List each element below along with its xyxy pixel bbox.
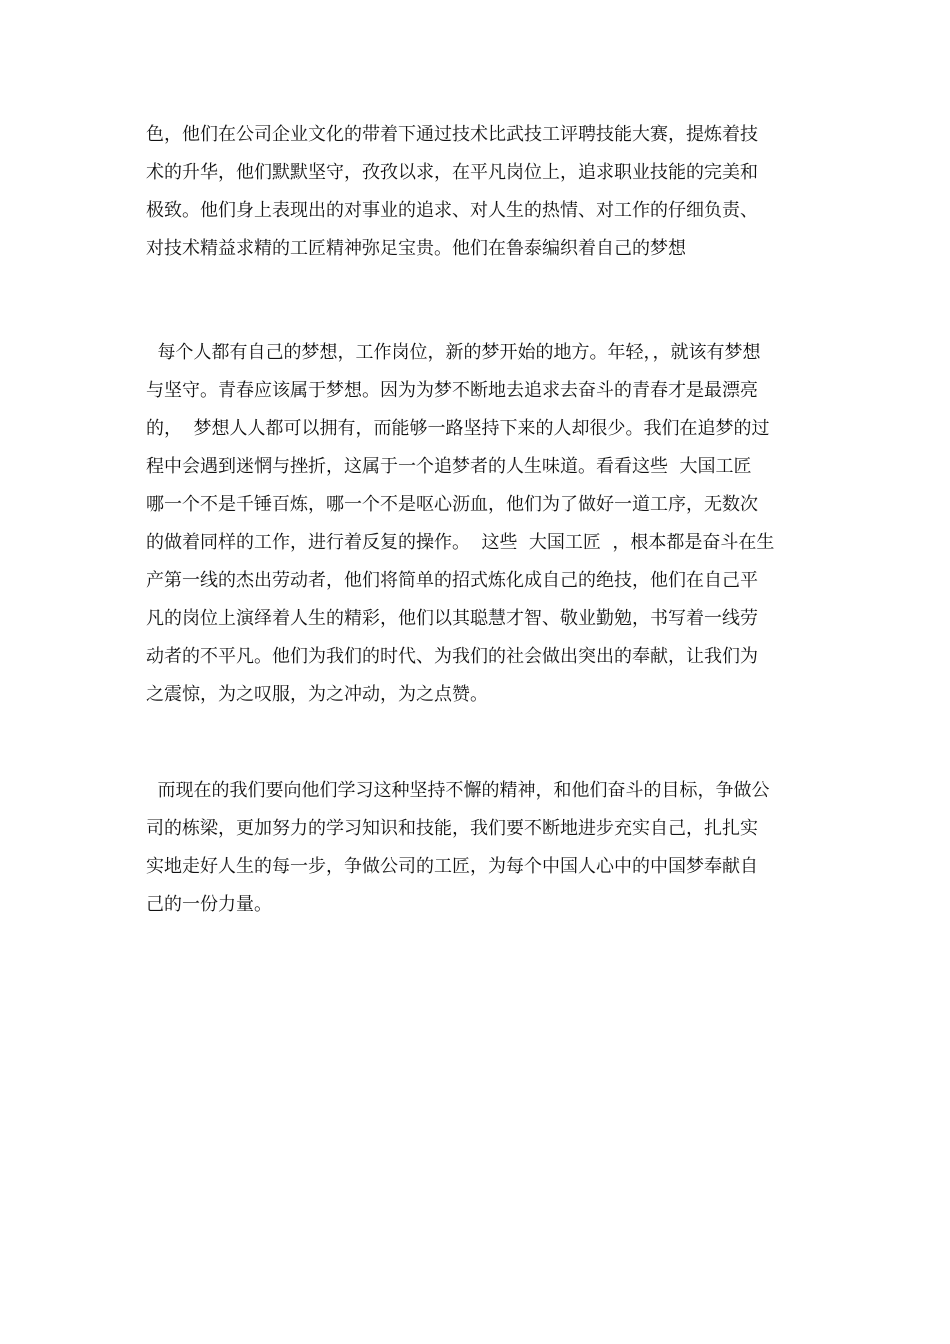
paragraph-2-line-6: 的做着同样的工作，进行着反复的操作。 这些 大国工匠 ，根本都是奋斗在生 [146,532,775,553]
paragraph-1-line-3: 极致。他们身上表现出的对事业的追求、对人生的热情、对工作的仔细负责、 [146,200,758,221]
paragraph-2-line-7: 产第一线的杰出劳动者，他们将简单的招式炼化成自己的绝技，他们在自己平 [146,570,758,591]
paragraph-3-line-3: 实地走好人生的每一步，争做公司的工匠，为每个中国人心中的中国梦奉献自 [146,856,758,877]
paragraph-2-line-1: 每个人都有自己的梦想，工作岗位，新的梦开始的地方。年轻，，就该有梦想 [146,342,761,363]
paragraph-1-line-4: 对技术精益求精的工匠精神弥足宝贵。他们在鲁泰编织着自己的梦想 [146,238,686,259]
paragraph-2-line-9: 动者的不平凡。他们为我们的时代、为我们的社会做出突出的奉献，让我们为 [146,646,758,667]
paragraph-2-line-5: 哪一个不是千锤百炼，哪一个不是呕心沥血，他们为了做好一道工序，无数次 [146,494,758,515]
paragraph-1-line-1: 色，他们在公司企业文化的带着下通过技术比武技工评聘技能大赛，提炼着技 [146,124,758,145]
paragraph-3-line-1: 而现在的我们要向他们学习这种坚持不懈的精神，和他们奋斗的目标，争做公 [146,780,770,801]
paragraph-2-line-4: 程中会遇到迷惘与挫折，这属于一个追梦者的人生味道。看看这些 大国工匠 [146,456,752,477]
paragraph-2-line-3: 的， 梦想人人都可以拥有，而能够一路坚持下来的人却很少。我们在追梦的过 [146,418,770,439]
paragraph-2-line-10: 之震惊，为之叹服，为之冲动，为之点赞。 [146,684,488,705]
paragraph-2-line-2: 与坚守。青春应该属于梦想。因为为梦不断地去追求去奋斗的青春才是最漂亮 [146,380,758,401]
paragraph-2-line-8: 凡的岗位上演绎着人生的精彩，他们以其聪慧才智、敬业勤勉，书写着一线劳 [146,608,758,629]
paragraph-3-line-2: 司的栋梁，更加努力的学习知识和技能，我们要不断地进步充实自己，扎扎实 [146,818,758,839]
paragraph-3-line-4: 己的一份力量。 [146,894,272,915]
paragraph-1-line-2: 术的升华，他们默默坚守，孜孜以求，在平凡岗位上，追求职业技能的完美和 [146,162,758,183]
